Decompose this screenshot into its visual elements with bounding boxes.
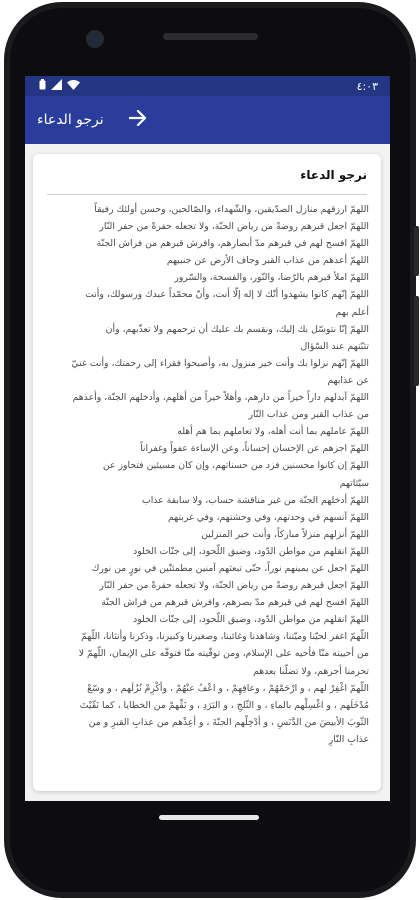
- card-title: نرجو الدعاء: [300, 168, 367, 182]
- prayer-line: اللهمّ أعذهم من عذاب القبر وجاف الأرض عن جنبيهم: [166, 255, 369, 267]
- prayer-line: أعلم بهم: [335, 306, 369, 318]
- prayer-line: اللهمّ عاملهم بما أنت أهله، ولا تعاملهم بما هم أهله: [177, 426, 369, 438]
- prayer-line: اللهمّ اجعل عن يمينهم نوراً، حتّى تبعثهم آمنين مطمئنّين في نورٍ من نورك: [91, 562, 369, 574]
- app-bar: [25, 96, 390, 144]
- arrow-right-icon: [129, 110, 147, 130]
- prayer-card: [33, 154, 381, 791]
- prayer-line: اللّهمّ اغفر لحيّنا وميّتنا، وشاهدنا وغائبنا، وصغيرنا وكبيرنا، وذكرنا وأنثانا، اللّهمّ: [81, 631, 369, 643]
- app-screen: [25, 76, 390, 801]
- prayer-line: مُدْخَلَهم ، و اغْسِلْهم بالماءِ ، و الثّلجِ ، و البَرَدِ ، و نَقِّهمْ من الخطايا ، كما نَقّيْتَ: [79, 699, 369, 711]
- prayer-line: اللهمّ افسح لهم في قبرهم مدّ أبصارهم، وافرش قبرهم من فراش الجنّة: [96, 238, 369, 250]
- prayer-line: عن عذابهم: [327, 374, 369, 386]
- prayer-line: اللهمّ إنّهم كانوا يشهدوا أنّك لا إله إلّا أنت، وأنّ محمّداً عبدك ورسولك، وأنت: [85, 289, 369, 301]
- prayer-line: اللهمّ افسح لهم في قبرهم مدّ بصرهم، وافرش قبرهم من فراش الجنّة: [101, 597, 369, 609]
- status-icons: [39, 79, 80, 93]
- prayer-line: اللهمّ آنسهم في وحدتهم، وفي وحشتهم، وفي غربتهم: [168, 511, 369, 523]
- prayer-line: اللهمّ ارزقهم منازل الصدّيقين، والشّهداء، والصّالحين، وحسن أولئك رفيقاً: [94, 204, 369, 215]
- prayer-line: اللهمّ إن كانوا محسنين فزد من حسناتهم، وإن كان مسيئين فتجاوز عن: [102, 460, 369, 472]
- battery-icon: [39, 79, 46, 93]
- prayer-line: اللهمّ أنزلهم منزلاً مباركاً، وأنت خير المنزلين: [201, 528, 369, 540]
- prayer-line: اللهمّ أدخلهم الجنّة من غير مناقشة حساب، ولا سابقة عذاب: [141, 494, 369, 506]
- prayer-line: سيّئاتهم: [339, 477, 369, 489]
- prayer-line: تثبّتهم عند السّؤال: [300, 340, 369, 352]
- prayer-line: اللهمّ اجعل قبرهم روضةً من رياض الجنّة، ولا تجعله حفرةً من حفر النّار: [99, 221, 369, 233]
- prayer-list: [33, 195, 381, 748]
- front-camera: [86, 30, 104, 48]
- prayer-line: اللهمّ آبدلهم داراً خيراً من دارهم، وأهلاً خيراً من أهلهم، وأدخلهم الجنّة، وأعذهم: [72, 392, 369, 404]
- wifi-icon: [67, 80, 80, 93]
- prayer-line: عذابِ النّارِ: [328, 733, 369, 745]
- status-time: ٤:٠٣: [356, 79, 378, 93]
- prayer-line: اللهمّ إنّا نتوسّل بك إليك، ونقسم بك عليك أن ترحمهم ولا تعذّبهم، وأن: [105, 323, 369, 335]
- prayer-line: تحرمنا أجرهم، ولا تضلّنا بعدهم: [253, 665, 369, 677]
- power-button: [414, 296, 419, 386]
- prayer-line: من أحييته منّا فأحيه على الإسلام، ومن توفّيته منّا فتوفّه على الإيمان، اللّهمّ لا: [78, 648, 369, 660]
- home-indicator: [159, 815, 259, 820]
- prayer-line: اللهمّ إنّهم نزلوا بك وأنت خير منزول به، وأصبحوا فقراء إلى رحمتك، وأنت غنيّ: [71, 357, 369, 369]
- app-bar-title: نرجو الدعاء: [37, 112, 104, 128]
- earpiece-speaker: [163, 33, 258, 40]
- prayer-line: اللّهمّ اغْفِرْ لهم ، و ارْحَمْهُمْ ، وعافِهِمْ ، و اعْفُ عنْهُمْ ، وأكْرِمْ نُزُلَهم ، و وسّعْ: [87, 682, 369, 694]
- volume-button: [414, 226, 419, 276]
- cellular-signal-icon: [51, 79, 62, 93]
- prayer-line: اللهمّ اجزهم عن الإحسان إحساناً، وعن الإساءة عفواً وغفراناً: [140, 443, 369, 455]
- prayer-line: اللهمّ اجعل قبرهم روضةً من رياض الجنّة، ولا تجعله حفرةً من حفر النّار: [99, 580, 369, 592]
- prayer-line: الثّوبَ الأبيضَ من الدَّنَسِ ، و أدْخِلْهم الجنّةَ ، و أعِذْهم من عذابِ القبرِ و من: [88, 716, 369, 728]
- prayer-line: اللهمّ املأ قبرهم بالرّضا، والنّور، والفسحة، والسّرور: [174, 272, 369, 284]
- prayer-line: اللهمّ انقلهم من مواطن الدّود، وضيق اللّحود، إلى جنّات الخلود: [133, 614, 369, 626]
- prayer-line: من عذاب القبر ومن عذاب النّار: [248, 409, 369, 421]
- back-button[interactable]: [126, 108, 150, 132]
- status-bar: [25, 76, 390, 96]
- prayer-line: اللهمّ انقلهم من مواطن الدّود، وضيق اللّحود، إلى جنّات الخلود: [133, 545, 369, 557]
